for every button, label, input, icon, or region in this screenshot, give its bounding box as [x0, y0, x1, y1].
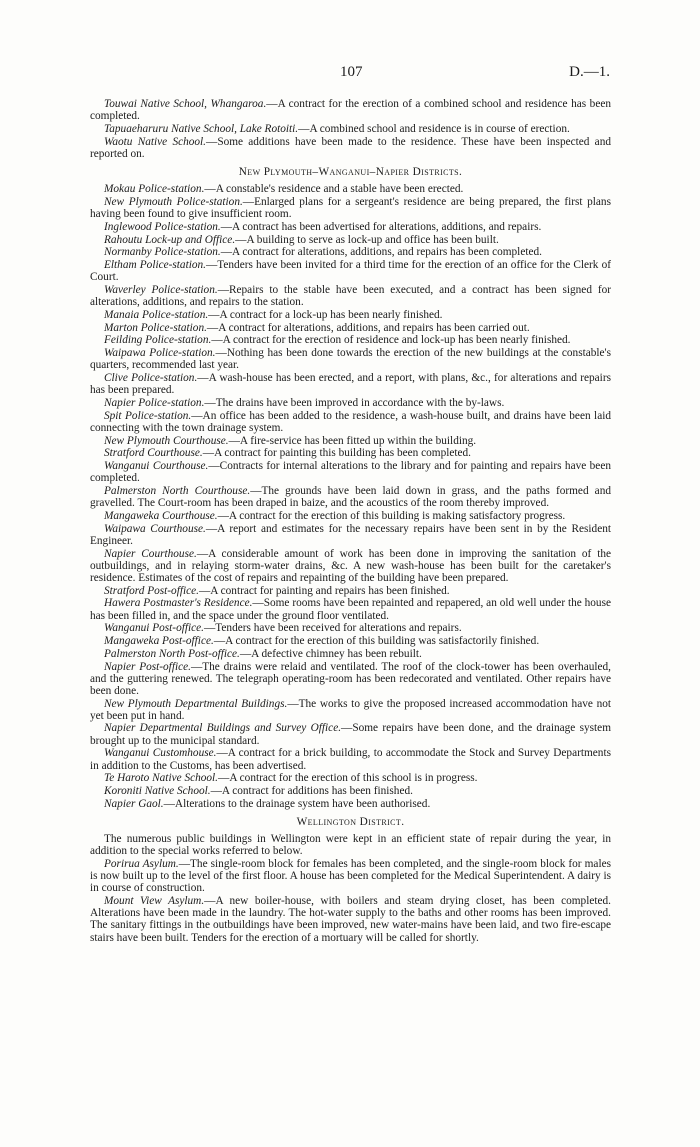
paragraph-text: —The grounds have been laid down in grass, and the paths formed and gravelled. The Court-room has been draped in baize, and the acoustics of the room thereby improved. [90, 484, 611, 510]
paragraph-title: Touwai Native School, Whangaroa. [104, 98, 267, 110]
report-body [90, 98, 611, 944]
paragraph-title: Wanganui Post-office. [104, 622, 204, 635]
paragraph-text: —A contract for painting and repairs has been finished. [198, 584, 450, 597]
report-paragraph [90, 372, 611, 396]
report-paragraph [90, 895, 611, 944]
report-paragraph [90, 460, 611, 484]
report-paragraph [90, 123, 611, 135]
paragraph-text: —Tenders have been invited for a third time for the erection of an office for the Clerk of Court. [90, 259, 612, 284]
paragraph-title: Napier Gaol. [104, 797, 164, 810]
paragraph-title: Porirua Asylum. [104, 858, 179, 870]
paragraph-title: Hawera Postmaster's Residence. [104, 597, 253, 610]
report-paragraph [90, 510, 611, 522]
paragraph-title: Normanby Police-station. [104, 246, 221, 259]
report-paragraph [90, 648, 611, 660]
paragraph-text: —Contracts for internal alterations to the library and for painting and repairs have been completed. [90, 460, 611, 485]
paragraph-text: —A contract for additions has been finished. [210, 785, 413, 798]
section-heading: New Plymouth–Wanganui–Napier Districts. [238, 165, 463, 178]
paragraph-text: —Some additions have been made to the residence. These have been inspected and reported on. [90, 135, 611, 160]
paragraph-title: Napier Post-office. [104, 660, 191, 673]
paragraph-title: Stratford Courthouse. [104, 447, 203, 460]
report-paragraph [90, 585, 611, 597]
paragraph-title: Rahoutu Lock-up and Office. [104, 233, 236, 246]
paragraph-title: Marton Police-station. [104, 321, 207, 334]
report-paragraph [90, 548, 611, 584]
document-code: D.—1. [569, 64, 610, 80]
paragraph-title: Tapuaeharuru Native School, Lake Rotoiti. [104, 122, 299, 135]
report-paragraph [90, 523, 611, 547]
section-heading: Wellington District. [296, 815, 405, 828]
report-paragraph [90, 397, 611, 409]
report-paragraph [90, 196, 611, 220]
paragraph-text: —Some rooms have been repainted and repapered, an old well under the house has been filled in, and the space under the ground floor ventilated. [90, 597, 611, 622]
paragraph-title: Koroniti Native School. [104, 785, 211, 798]
paragraph-text: —A contract for painting this building has been completed. [202, 447, 472, 460]
paragraph-title: Eltham Police-station. [104, 259, 206, 272]
paragraph-title: Stratford Post-office. [104, 584, 199, 597]
report-paragraph [90, 485, 611, 509]
report-paragraph [90, 698, 611, 722]
page-header [90, 64, 610, 84]
paragraph-title: Manaia Police-station. [104, 308, 209, 321]
paragraph-title: Napier Departmental Buildings and Survey Office. [104, 722, 342, 735]
paragraph-text: —An office has been added to the residence, a wash-house built, and drains have been laid connecting with the town drainage system. [90, 409, 611, 434]
report-paragraph [90, 435, 611, 447]
paragraph-text: —A wash-house has been erected, and a report, with plans, &c., for alterations and repairs has been prepared. [90, 372, 611, 397]
paragraph-text: —The drains were relaid and ventilated. The roof of the clock-tower has been overhauled, and the guttering renewed. The telegraph operating-room has been redecorated and ventilated. Other repairs have been done. [90, 660, 611, 697]
paragraph-text: —Enlarged plans for a sergeant's residence are being prepared, the first plans having been found to give insufficient room. [90, 195, 611, 221]
paragraph-title: Palmerston North Post-office. [104, 647, 240, 660]
paragraph-title: Waipawa Police-station. [104, 347, 216, 360]
paragraph-title: Mangaweka Courthouse. [104, 509, 218, 522]
report-paragraph [90, 772, 611, 784]
paragraph-text: —A contract for a lock-up has been nearly finished. [208, 308, 443, 321]
report-paragraph [90, 347, 611, 371]
report-paragraph [90, 635, 611, 647]
report-paragraph [90, 183, 611, 195]
report-paragraph [90, 722, 611, 746]
paragraph-text: —A contract for alterations, additions, and repairs has been carried out. [206, 321, 530, 334]
paragraph-title: Clive Police-station. [104, 372, 198, 384]
paragraph-text: —The drains have been improved in accordance with the by-laws. [204, 396, 505, 409]
paragraph-text: —A fire-service has been fitted up within the building. [228, 434, 477, 447]
paragraph-text: The numerous public buildings in Wellington were kept in an efficient state of repair during the year, in addition to the special works referred to below. [90, 833, 611, 858]
paragraph-title: New Plymouth Courthouse. [104, 434, 229, 447]
paragraph-text: —Repairs to the stable have been executed, and a contract has been signed for alterations, additions, and repairs to the station. [90, 283, 612, 309]
report-paragraph [90, 747, 611, 771]
report-paragraph [90, 246, 611, 258]
paragraph-title: Inglewood Police-station. [104, 220, 221, 233]
paragraph-text: —A contract for the erection of this building was satisfactorily finished. [213, 635, 540, 647]
paragraph-text: —A contract has been advertised for alterations, additions, and repairs. [220, 220, 542, 233]
paragraph-title: Mangaweka Post-office. [104, 635, 214, 647]
report-paragraph [90, 785, 611, 797]
paragraph-title: Mokau Police-station. [104, 183, 205, 196]
paragraph-text: —A contract for a brick building, to accommodate the Stock and Survey Departments in addition to the Customs, has been advertised. [90, 747, 611, 772]
report-paragraph [90, 661, 611, 697]
report-paragraph [90, 221, 611, 233]
paragraph-text: —A defective chimney has been rebuilt. [239, 647, 422, 660]
paragraph-title: Te Haroto Native School. [104, 772, 219, 785]
paragraph-text: —A report and estimates for the necessary repairs have been sent in by the Resident Engineer. [90, 522, 611, 547]
paragraph-title: Waverley Police-station. [104, 283, 218, 296]
report-paragraph [90, 259, 611, 283]
paragraph-text: —A contract for the erection of residence and lock-up has been nearly finished. [211, 334, 571, 347]
paragraph-title: Napier Courthouse. [104, 547, 197, 560]
report-paragraph [90, 622, 611, 634]
paragraph-text: —A considerable amount of work has been done in improving the sanitation of the outbuildings, and in relaying storm-water drains, &c. A new wash-house has been built for the caretaker's residence. Estimates of the cost of repairs and repainting of the building have been prepared. [90, 547, 611, 584]
report-paragraph [90, 833, 611, 857]
report-paragraph [90, 309, 611, 321]
paragraph-text: —A contract for the erection of this school is in progress. [218, 772, 478, 785]
paragraph-title: Waotu Native School. [104, 135, 207, 148]
paragraph-title: Wanganui Courthouse. [104, 460, 209, 473]
paragraph-text: —A building to serve as lock-up and office has been built. [235, 233, 499, 246]
paragraph-text: —A constable's residence and a stable have been erected. [204, 183, 464, 196]
report-paragraph [90, 858, 611, 894]
paragraph-title: Napier Police-station. [104, 396, 205, 409]
report-paragraph [90, 410, 611, 434]
paragraph-title: Spit Police-station. [104, 409, 192, 422]
report-paragraph [90, 284, 611, 308]
paragraph-text: —A contract for alterations, additions, and repairs has been completed. [220, 246, 542, 259]
page-number: 107 [340, 64, 363, 80]
paragraph-text: —The single-room block for females has been completed, and the single-room block for males is now built up to the level of the first floor. A house has been completed for the Medical Superintendent. A dairy is in course of construction. [90, 858, 611, 895]
paragraph-title: Wanganui Customhouse. [104, 747, 217, 760]
paragraph-title: Mount View Asylum. [104, 895, 205, 908]
report-paragraph [90, 98, 611, 122]
report-paragraph [90, 798, 611, 810]
paragraph-title: New Plymouth Departmental Buildings. [104, 697, 288, 710]
report-paragraph [90, 234, 611, 246]
paragraph-text: —Alterations to the drainage system have been authorised. [163, 797, 431, 810]
paragraph-text: —A contract for the erection of this building is making satisfactory progress. [217, 509, 566, 522]
report-paragraph [90, 136, 611, 160]
paragraph-title: Feilding Police-station. [104, 334, 212, 347]
paragraph-text: —A new boiler-house, with boilers and steam drying closet, has been completed. Alterations have been made in the laundry. The hot-water supply to the baths and other rooms has been improved. The sanitary fittings in the outbuildings have been improved, new water-mains have been laid, and two fire-escape stairs have been built. Tenders for the erection of a mortuary will be called for shortly. [90, 895, 611, 944]
paragraph-text: —A combined school and residence is in course of erection. [298, 122, 570, 135]
report-paragraph [90, 447, 611, 459]
paragraph-title: New Plymouth Police-station. [104, 195, 243, 208]
paragraph-text: —Tenders have been received for alterations and repairs. [204, 622, 462, 635]
paragraph-text: —Nothing has been done towards the erection of the new buildings at the constable's quarters, recommended last year. [90, 347, 611, 372]
paragraph-text: —A contract for the erection of a combined school and residence has been completed. [90, 98, 611, 123]
report-paragraph [90, 322, 611, 334]
paragraph-text: —The works to give the proposed increased accommodation have not yet been put in hand. [90, 697, 612, 722]
paragraph-text: —Some repairs have been done, and the drainage system brought up to the municipal standard. [90, 722, 611, 747]
paragraph-title: Waipawa Courthouse. [104, 522, 206, 535]
paragraph-title: Palmerston North Courthouse. [104, 484, 251, 497]
report-paragraph [90, 334, 611, 346]
report-paragraph [90, 597, 611, 621]
